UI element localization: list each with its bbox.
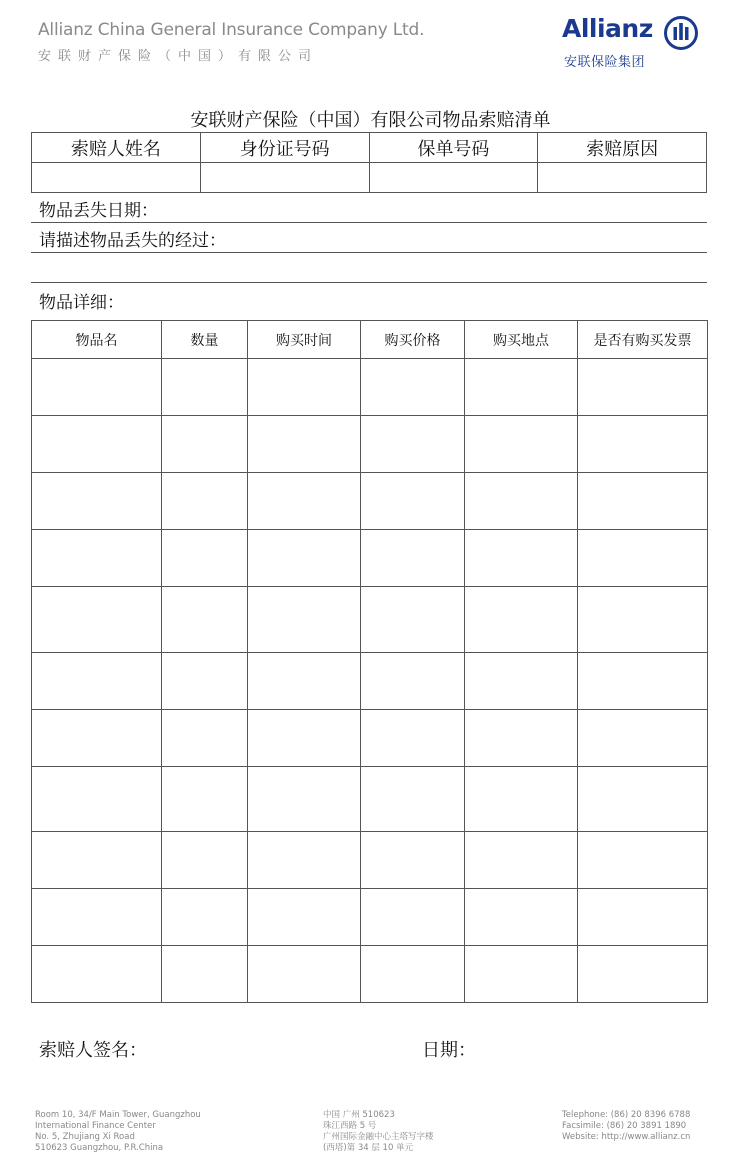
table-row: [32, 946, 708, 1003]
quantity-cell[interactable]: [162, 767, 248, 832]
policy-number-cell[interactable]: [369, 163, 538, 193]
header-claim-reason: 索赔原因: [538, 133, 707, 163]
purchase-place-cell[interactable]: [465, 359, 578, 416]
table-row: [32, 473, 708, 530]
invoice-cell[interactable]: [578, 767, 708, 832]
item-name-cell[interactable]: [32, 832, 162, 889]
header-policy-number: 保单号码: [369, 133, 538, 163]
header-claimant-name: 索赔人姓名: [32, 133, 201, 163]
purchase-price-cell[interactable]: [361, 946, 465, 1003]
item-name-cell[interactable]: [32, 587, 162, 653]
claimant-name-cell[interactable]: [32, 163, 201, 193]
claimant-signature-label: 索赔人签名：: [39, 1040, 147, 1061]
invoice-cell[interactable]: [578, 587, 708, 653]
id-number-cell[interactable]: [200, 163, 369, 193]
purchase-price-cell[interactable]: [361, 530, 465, 587]
purchase-price-cell[interactable]: [361, 710, 465, 767]
loss-description-line[interactable]: [31, 256, 707, 283]
table-row: [32, 889, 708, 946]
purchase-time-cell[interactable]: [248, 473, 361, 530]
quantity-cell[interactable]: [162, 710, 248, 767]
item-name-cell[interactable]: [32, 359, 162, 416]
header-id-number: 身份证号码: [200, 133, 369, 163]
footer-cn-line: 珠江西路 5 号: [323, 1121, 377, 1131]
purchase-place-cell[interactable]: [465, 473, 578, 530]
purchase-place-cell[interactable]: [465, 653, 578, 710]
purchase-time-cell[interactable]: [248, 359, 361, 416]
purchase-price-cell[interactable]: [361, 587, 465, 653]
item-name-cell[interactable]: [32, 653, 162, 710]
allianz-eagle-icon: [663, 15, 699, 51]
footer-cn-line: 中国 广州 510623: [323, 1110, 395, 1120]
purchase-price-cell[interactable]: [361, 416, 465, 473]
header-purchase-price: 购买价格: [361, 321, 465, 359]
quantity-cell[interactable]: [162, 653, 248, 710]
allianz-brand: [562, 14, 702, 74]
purchase-price-cell[interactable]: [361, 767, 465, 832]
quantity-cell[interactable]: [162, 359, 248, 416]
claimant-input-row: [32, 163, 707, 193]
purchase-time-cell[interactable]: [248, 653, 361, 710]
table-row: [32, 767, 708, 832]
item-details-label: 物品详细：: [39, 293, 124, 313]
purchase-place-cell[interactable]: [465, 710, 578, 767]
signature-date-label: 日期：: [422, 1040, 476, 1061]
loss-date-label: 物品丢失日期：: [39, 201, 158, 221]
purchase-time-cell[interactable]: [248, 889, 361, 946]
form-title: 安联财产保险（中国）有限公司物品索赔清单: [190, 110, 551, 131]
footer-cn-line: 广州国际金融中心主塔写字楼: [323, 1132, 434, 1142]
item-name-cell[interactable]: [32, 946, 162, 1003]
purchase-place-cell[interactable]: [465, 530, 578, 587]
table-row: [32, 530, 708, 587]
brand-subtitle: 安联保险集团: [564, 55, 646, 70]
claim-reason-cell[interactable]: [538, 163, 707, 193]
table-row: [32, 359, 708, 416]
header-quantity: 数量: [162, 321, 248, 359]
footer-address-cn: [323, 1110, 434, 1154]
purchase-time-cell[interactable]: [248, 710, 361, 767]
purchase-price-cell[interactable]: [361, 653, 465, 710]
purchase-place-cell[interactable]: [465, 587, 578, 653]
footer-contact: [562, 1110, 690, 1143]
footer-facsimile: Facsimile: (86) 20 3891 1890: [562, 1121, 687, 1131]
header-item-name: 物品名: [32, 321, 162, 359]
purchase-time-cell[interactable]: [248, 946, 361, 1003]
claimant-header-row: [32, 133, 707, 163]
claimant-info-table: [31, 132, 707, 193]
quantity-cell[interactable]: [162, 889, 248, 946]
invoice-cell[interactable]: [578, 530, 708, 587]
purchase-time-cell[interactable]: [248, 416, 361, 473]
footer-cn-line: (西塔)第 34 层 10 单元: [323, 1143, 414, 1153]
item-name-cell[interactable]: [32, 710, 162, 767]
invoice-cell[interactable]: [578, 889, 708, 946]
invoice-cell[interactable]: [578, 473, 708, 530]
purchase-place-cell[interactable]: [465, 832, 578, 889]
quantity-cell[interactable]: [162, 587, 248, 653]
item-name-cell[interactable]: [32, 530, 162, 587]
header-has-invoice: 是否有购买发票: [578, 321, 708, 359]
header-purchase-time: 购买时间: [248, 321, 361, 359]
invoice-cell[interactable]: [578, 832, 708, 889]
footer-en-line: No. 5, Zhujiang Xi Road: [35, 1132, 135, 1142]
company-name-cn: 安联财产保险（中国）有限公司: [38, 49, 319, 64]
footer-en-line: International Finance Center: [35, 1121, 156, 1131]
company-name-en: Allianz China General Insurance Company Ltd.: [38, 20, 425, 40]
footer-en-line: 510623 Guangzhou, P.R.China: [35, 1143, 164, 1153]
quantity-cell[interactable]: [162, 832, 248, 889]
purchase-price-cell[interactable]: [361, 473, 465, 530]
purchase-time-cell[interactable]: [248, 767, 361, 832]
quantity-cell[interactable]: [162, 416, 248, 473]
header-purchase-place: 购买地点: [465, 321, 578, 359]
item-name-cell[interactable]: [32, 473, 162, 530]
invoice-cell[interactable]: [578, 653, 708, 710]
purchase-price-cell[interactable]: [361, 832, 465, 889]
quantity-cell[interactable]: [162, 946, 248, 1003]
purchase-price-cell[interactable]: [361, 889, 465, 946]
purchase-time-cell[interactable]: [248, 587, 361, 653]
table-row: [32, 653, 708, 710]
item-name-cell[interactable]: [32, 767, 162, 832]
purchase-time-cell[interactable]: [248, 530, 361, 587]
purchase-place-cell[interactable]: [465, 767, 578, 832]
quantity-cell[interactable]: [162, 473, 248, 530]
table-row: [32, 587, 708, 653]
item-details-table: [31, 320, 708, 1003]
item-name-cell[interactable]: [32, 416, 162, 473]
item-name-cell[interactable]: [32, 889, 162, 946]
footer-website[interactable]: Website: http://www.allianz.cn: [562, 1132, 691, 1142]
purchase-place-cell[interactable]: [465, 889, 578, 946]
purchase-place-cell[interactable]: [465, 416, 578, 473]
purchase-place-cell[interactable]: [465, 946, 578, 1003]
footer-en-line: Room 10, 34/F Main Tower, Guangzhou: [35, 1110, 201, 1120]
quantity-cell[interactable]: [162, 530, 248, 587]
purchase-price-cell[interactable]: [361, 359, 465, 416]
invoice-cell[interactable]: [578, 359, 708, 416]
table-row: [32, 710, 708, 767]
footer-address-en: [35, 1110, 201, 1154]
loss-date-field[interactable]: [31, 196, 707, 223]
footer-telephone: Telephone: (86) 20 8396 6788: [562, 1110, 691, 1120]
table-row: [32, 416, 708, 473]
invoice-cell[interactable]: [578, 416, 708, 473]
purchase-time-cell[interactable]: [248, 832, 361, 889]
invoice-cell[interactable]: [578, 946, 708, 1003]
table-row: [32, 832, 708, 889]
invoice-cell[interactable]: [578, 710, 708, 767]
brand-name: Allianz: [562, 14, 653, 43]
items-header-row: [32, 321, 708, 359]
loss-description-field[interactable]: [31, 226, 707, 253]
loss-description-label: 请描述物品丢失的经过：: [39, 231, 226, 251]
